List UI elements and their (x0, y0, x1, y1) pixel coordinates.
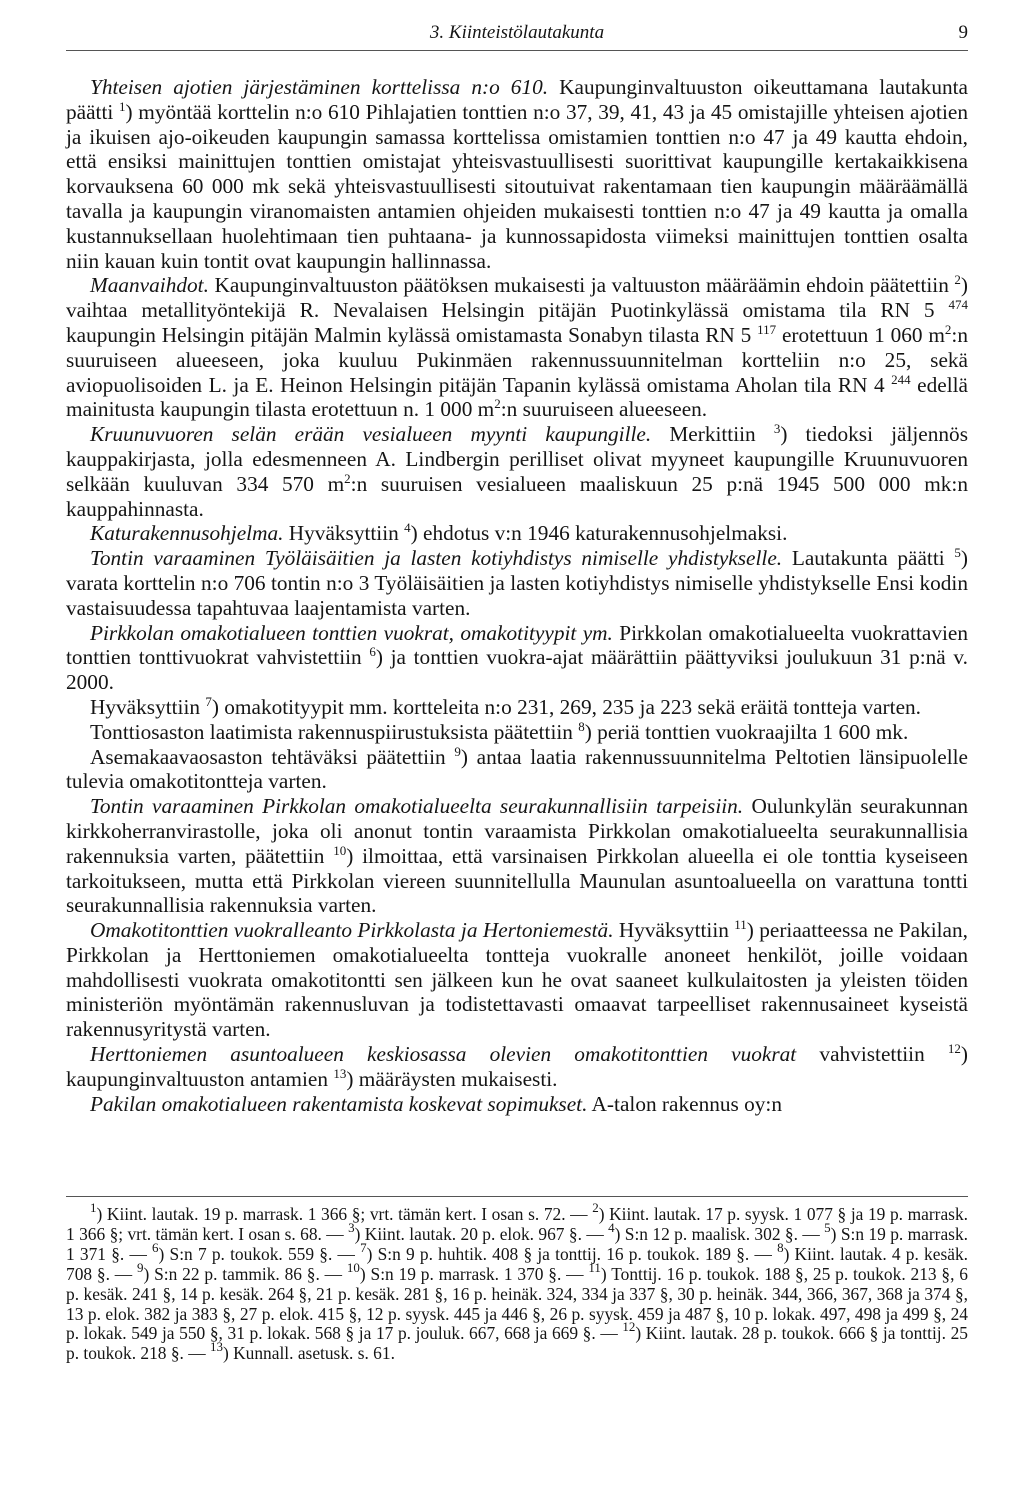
footnote-run: ) Tonttij. 16 p. toukok. 188 §, 25 p. toukok. 213 §, 6 p. kesäk. 241 §, 14 p. kesäk. 264 §, 21 p. kesäk. 281 §, 16 p. heinäk. 324, 334 ja 337 §, 30 p. heinäk. 344, 366, 367, 368 ja 374 §, 13 p. elok. 382 ja 383 §, 27 p. elok. 415 §, 12 p. syysk. 445 ja 446 §, 26 p. syysk. 459 ja 487 §, 10 p. lokak. 497, 498 ja 499 §, 24 p. lokak. 549 ja 550 §, 31 p. lokak. 568 § ja 17 p. jouluk. 667, 668 ja 669 §. — (66, 1263, 968, 1344)
footnote-ref: 13 (333, 1065, 347, 1081)
section-heading: Katurakennusohjelma. (90, 521, 284, 546)
footnotes (66, 1200, 969, 1364)
text-run: :n suuruiseen alueeseen, joka kuuluu Pukinmäen rakennussuunnitelman kortteliin n:o 25, sekä aviopuolisoiden L. ja E. Heinon Helsingin pitäjän Tapanin kylässä omistama Aholan tila RN 4 (66, 322, 968, 397)
paragraph (66, 695, 968, 720)
text-run: vahvistettiin (796, 1042, 948, 1067)
footnote-ref: 5 (954, 545, 961, 561)
footnote-run: ) Kiint. lautak. 17 p. syysk. 1 077 § ja 19 p. marrask. 1 366 §; vrt. tämän kert. I osan s. 68. — (66, 1204, 968, 1244)
text-run: :n suuruiseen alueeseen. (500, 397, 708, 422)
text-run: ) myöntää korttelin n:o 610 Pihlajatien tonttien n:o 37, 39, 41, 43 ja 45 omistajille yhteisen ajotien ja ikuisen ajo-oikeuden kaupungin samassa korttelissa omistamien tonttien n:o 47 ja 49 kautta ehdoin, että ensiksi mainittujen tonttien omistajat yhteisvastuullisesti suorittivat kaupungille kertakaikkisena korvauksena 60 000 mk sekä yhteisvastuullisesti sitoutuivat rakentamaan tien kaupungin määräämällä tavalla ja kaupungin viranomaisten antamien ohjeiden mukaisesti tonttien n:o 47 ja 49 kautta ja omalla kustannuksellaan huolehtimaan tien puhtaana- ja kunnossapidosta viimeksi mainittujen tonttien osalta niin kauan kuin tontit ovat kaupungin hallinnassa. (66, 99, 968, 273)
superscript: 117 (757, 321, 777, 337)
footnote-run: ) Kunnall. asetusk. s. 61. (222, 1343, 395, 1364)
superscript: 2 (944, 321, 952, 337)
footnote-marker: 11 (588, 1259, 601, 1275)
footnote-run: ) Kiint. lautak. 19 p. marrask. 1 366 §; vrt. tämän kert. I osan s. 72. — (96, 1204, 593, 1224)
footnote-marker: 9 (137, 1259, 144, 1275)
text-run: ) periä tonttien vuokraajilta 1 600 mk. (584, 719, 909, 744)
text-run: ) ehdotus v:n 1946 katurakennusohjelmaksi. (410, 521, 788, 546)
text-run: erotettuun 1 060 m (776, 322, 945, 347)
paragraph (66, 745, 968, 795)
section-heading: Pirkkolan omakotialueen tonttien vuokrat, omakotityypit ym. (90, 620, 613, 645)
section-heading: Tontin varaaminen Työläisäitien ja lasten kotiyhdistys nimiselle yhdistykselle. (90, 546, 783, 571)
text-run: Kaupunginvaltuuston päätöksen mukaisesti ja valtuuston määräämin ehdoin päätettiin (208, 273, 955, 298)
footnote-run: ) S:n 22 p. tammik. 86 §. — (143, 1263, 347, 1284)
superscript: 2 (494, 396, 501, 412)
footnote-ref: 8 (578, 718, 585, 734)
text-run: ) periaatteessa ne Pakilan, Pirkkolan ja Herttoniemen omakotialueelta tontteja vuokralle anoneet henkilöt, joille voidaan mahdollisesti vuokrata omakotitontti sen jälkeen kun he ovat saaneet kulkulaitosten ja yleisten töiden ministeriön myöntämän rakennusluvan ja todistettavasti omaavat tarpeelliset rakennusaineet kyseistä rakennusyritystä varten. (66, 918, 968, 1042)
section-heading: Maanvaihdot. (90, 273, 209, 298)
footnote-marker: 1 (90, 1200, 97, 1215)
footnote-run: ) Kiint. lautak. 28 p. toukok. 666 § ja tonttij. 25 p. toukok. 218 §. — (66, 1323, 968, 1364)
running-head: 3. Kiinteistölautakunta (429, 22, 605, 43)
superscript: 244 (891, 371, 911, 387)
footnote-run: ) S:n 9 p. huhtik. 408 § ja tonttij. 16 p. toukok. 189 §. — (366, 1243, 778, 1264)
text-run: ) tiedoksi jäljennös kauppakirjasta, jolla edesmenneen A. Lindbergin perilliset olivat myyneet kaupungille Kruunuvuoren selkään kuuluvan 334 570 m (66, 422, 968, 496)
footnote-run: ) Kiint. lautak. 20 p. elok. 967 §. — (354, 1223, 609, 1244)
footnote-divider (66, 1196, 968, 1197)
footnote-marker: 10 (346, 1259, 360, 1275)
section-heading: Omakotitonttien vuokralleanto Pirkkolasta ja Hertoniemestä. (90, 918, 614, 943)
page-header (66, 20, 968, 51)
text-run: ) varata korttelin n:o 706 tontin n:o 3 Työläisäitien ja lasten kotiyhdistys nimiselle yhdistykselle Ensi kodin vastaisuudessa tapahtuvaa laajentamista varten. (66, 546, 968, 620)
text-run: Hyväksyttiin (283, 521, 405, 546)
footnote-ref: 3 (773, 421, 781, 437)
footnote-ref: 7 (205, 693, 212, 709)
footnote-marker: 6 (152, 1239, 159, 1255)
paragraph (66, 918, 968, 1042)
text-run: Hyväksyttiin (90, 694, 206, 719)
footnote-run: ) S:n 7 p. toukok. 559 §. — (158, 1243, 361, 1264)
footnote-ref: 11 (734, 917, 747, 933)
footnote-marker: 2 (592, 1200, 599, 1215)
footnote-text (66, 1200, 969, 1364)
text-run: ) määräysten mukaisesti. (346, 1066, 558, 1091)
paragraph (66, 1042, 968, 1092)
text-run: Merkittiin (651, 422, 774, 447)
footnote-ref: 2 (954, 272, 961, 288)
paragraph (66, 422, 968, 521)
superscript: 2 (344, 470, 351, 486)
text-run: kaupungin Helsingin pitäjän Malmin kylässä omistamasta Sonabyn tilasta RN 5 (66, 322, 758, 347)
text-run: ) kaupunginvaltuuston antamien (66, 1042, 969, 1091)
paragraph (66, 521, 968, 546)
footnote-marker: 3 (348, 1219, 355, 1235)
page-number: 9 (958, 22, 968, 43)
footnote-marker: 7 (360, 1239, 367, 1255)
text-run: edellä mainitusta kaupungin tilasta erotettuun n. 1 000 m (66, 372, 968, 422)
footnote-ref: 6 (369, 644, 376, 660)
footnote-ref: 4 (404, 520, 411, 536)
text-run: ) ilmoittaa, että varsinaisen Pirkkolan alueella ei ole tonttia kyseiseen tarkoitukseen, mutta että Pirkkolan viereen suunnitellulla Maunulan asuntoalueella on varattuna tontti seurakunnallisia rakennuksia varten. (66, 843, 968, 918)
text-run: Oulunkylän seurakunnan kirkkoherranvirastolle, joka oli anonut tontin varaamista Pirkkolan omakotialueelta seurakunnallisia rakennuksia varten, päätettiin (66, 794, 968, 868)
footnote-marker: 4 (608, 1219, 615, 1235)
text-run: Kaupunginvaltuuston oikeuttamana lautakunta päätti (66, 75, 968, 124)
text-run: ) ja tonttien vuokra-ajat määrättiin päättyviksi joulukuun 31 p:nä v. 2000. (66, 645, 968, 695)
section-heading: Kruunuvuoren selän erään vesialueen myynti kaupungille. (90, 422, 652, 447)
footnote-run: ) S:n 19 p. marrask. 1 371 §. — (66, 1223, 968, 1264)
footnote-marker: 8 (777, 1239, 784, 1255)
footnote-marker: 13 (209, 1339, 223, 1355)
text-run: Tonttiosaston laatimista rakennuspiirustuksista päätettiin (90, 719, 579, 744)
text-run: ) antaa laatia rakennussuunnitelma Peltotien länsipuolelle tulevia omakotitontteja varten. (66, 744, 968, 794)
paragraph (66, 546, 968, 620)
text-run: Asemakaavaosaston tehtäväksi päätettiin (90, 744, 455, 769)
text-run: Hyväksyttiin (613, 918, 735, 943)
paragraph (66, 621, 968, 695)
footnote-ref: 10 (333, 842, 347, 858)
paragraph (66, 75, 968, 273)
footnote-run: ) Kiint. lautak. 4 p. kesäk. 708 §. — (66, 1243, 969, 1284)
footnote-ref: 9 (454, 743, 461, 759)
paragraph (66, 1092, 968, 1117)
section-heading: Yhteisen ajotien järjestäminen korttelissa n:o 610. (90, 75, 549, 99)
text-run: A-talon rakennus oy:n (587, 1091, 783, 1116)
section-heading: Herttoniemen asuntoalueen keskiosassa olevien omakotitonttien vuokrat (90, 1042, 797, 1067)
paragraph (66, 794, 968, 918)
footnote-ref: 1 (118, 98, 126, 114)
footnote-run: ) S:n 12 p. maalisk. 302 §. — (614, 1223, 825, 1244)
footnote-run: ) S:n 19 p. marrask. 1 370 §. — (359, 1263, 589, 1284)
footnote-marker: 5 (824, 1219, 831, 1235)
superscript: 474 (948, 297, 968, 313)
paragraph (66, 720, 968, 745)
section-heading: Tontin varaaminen Pirkkolan omakotialueelta seurakunnallisiin tarpeisiin. (90, 794, 744, 819)
paragraph (66, 273, 968, 422)
footnote-ref: 12 (947, 1041, 961, 1057)
footnote-marker: 12 (622, 1319, 636, 1335)
text-run: ) vaihtaa metallityöntekijä R. Nevalaisen Helsingin pitäjän Puotinkylässä omistama tila RN 5 (66, 273, 968, 323)
text-run: Pirkkolan omakotialueelta vuokrattavien tonttien tonttivuokrat vahvistettiin (66, 620, 969, 670)
text-run: ) omakotityypit mm. kortteleita n:o 231, 269, 235 ja 223 sekä eräitä tontteja varten. (211, 694, 921, 719)
body-text (66, 75, 968, 1116)
text-run: Lautakunta päätti (782, 546, 955, 571)
text-run: :n suuruisen vesialueen maaliskuun 25 p:nä 1945 500 000 mk:n kauppahinnasta. (66, 471, 968, 521)
section-heading: Pakilan omakotialueen rakentamista koskevat sopimukset. (90, 1091, 588, 1116)
